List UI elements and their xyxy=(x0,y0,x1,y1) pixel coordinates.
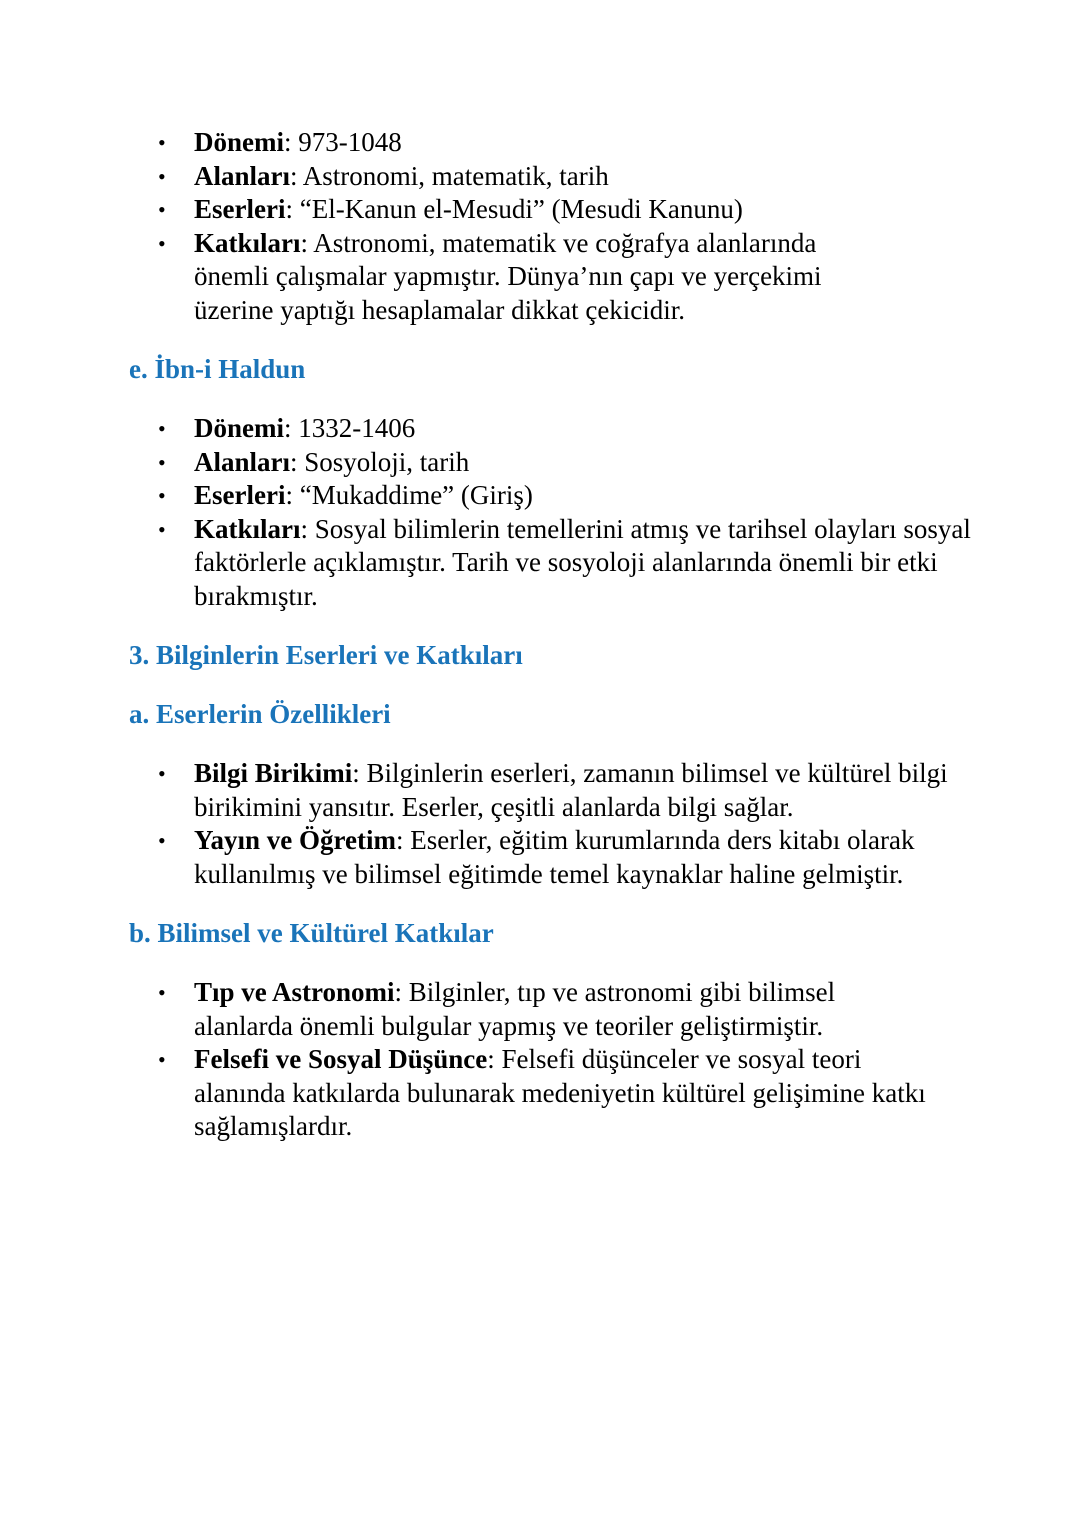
item-term: Dönemi xyxy=(194,413,284,443)
item-term: Katkıları xyxy=(194,227,301,258)
item-text: : Sosyoloji, tarih xyxy=(290,446,470,477)
item-text: : Sosyal bilimlerin temellerini atmış ve tarihsel olayları sosyal faktörlerle açıklamıştır. Tarih ve sosyoloji alanlarında önemli bir etki bırakmıştır. xyxy=(194,513,971,611)
list-item xyxy=(129,824,934,891)
bullet-icon: • xyxy=(158,980,166,1005)
item-text: : “Mukaddime” (Giriş) xyxy=(285,480,533,510)
section-heading-bilimsel-katkilar: b. Bilimsel ve Kültürel Katkılar xyxy=(129,918,494,948)
list-item xyxy=(129,227,894,328)
item-term: Bilgi Birikimi xyxy=(194,758,353,788)
list-item xyxy=(129,976,934,1043)
list-item xyxy=(129,757,984,824)
list-item xyxy=(129,193,954,227)
katkilar-list xyxy=(129,976,989,1144)
item-term: Katkıları xyxy=(194,513,301,544)
item-text: : Astronomi, matematik ve coğrafya alanlarında önemli çalışmalar yapmıştır. Dünya’nın çapı ve yerçekimi üzerine yaptığı hesaplamalar dikkat çekicidir. xyxy=(194,227,822,325)
bullet-icon: • xyxy=(158,761,166,786)
item-term: Alanları xyxy=(194,446,291,477)
item-text: : Bilginlerin eserleri, zamanın bilimsel ve kültürel bilgi birikimini yansıtır. Eserler, çeşitli alanlarda bilgi sağlar. xyxy=(194,758,948,822)
item-term: Yayın ve Öğretim xyxy=(194,825,396,855)
list-item xyxy=(129,513,994,614)
document-content xyxy=(129,126,989,1144)
bullet-icon: • xyxy=(158,828,166,853)
list-item xyxy=(129,446,954,480)
item-term: Felsefi ve Sosyal Düşünce xyxy=(194,1044,488,1074)
item-text: : Astronomi, matematik, tarih xyxy=(290,160,609,191)
section-heading-ibn-haldun: e. İbn-i Haldun xyxy=(129,354,306,384)
section-heading-bilginlerin-eserleri: 3. Bilginlerin Eserleri ve Katkıları xyxy=(129,640,523,670)
bullet-icon: • xyxy=(158,1047,166,1072)
list-item xyxy=(129,1043,934,1144)
item-text: : Eserler, eğitim kurumlarında ders kitabı olarak kullanılmış ve bilimsel eğitimde temel kaynaklar haline gelmiştir. xyxy=(194,825,915,889)
list-item xyxy=(129,412,954,446)
item-term: Tıp ve Astronomi xyxy=(194,977,395,1007)
ibn-haldun-list xyxy=(129,412,989,613)
item-term: Alanları xyxy=(194,160,291,191)
bullet-icon: • xyxy=(158,197,166,222)
item-term: Eserleri xyxy=(194,480,286,510)
list-item xyxy=(129,479,954,513)
bullet-icon: • xyxy=(158,449,166,475)
item-term: Dönemi xyxy=(194,127,284,157)
bullet-icon: • xyxy=(158,516,166,542)
item-text: : “El-Kanun el-Mesudi” (Mesudi Kanunu) xyxy=(285,194,743,224)
item-text: : 973-1048 xyxy=(284,127,402,157)
item-text: : 1332-1406 xyxy=(284,413,416,443)
bullet-icon: • xyxy=(158,130,166,155)
bullet-icon: • xyxy=(158,230,166,256)
section-heading-eserlerin-ozellikleri: a. Eserlerin Özellikleri xyxy=(129,699,391,729)
bullet-icon: • xyxy=(158,416,166,441)
list-item xyxy=(129,126,954,160)
item-term: Eserleri xyxy=(194,194,286,224)
item-text: : Felsefi düşünceler ve sosyal teori alanında katkılarda bulunarak medeniyetin kültürel gelişimine katkı sağlamışlardır. xyxy=(194,1044,926,1141)
eser-ozellikleri-list xyxy=(129,757,989,891)
item-text: : Bilginler, tıp ve astronomi gibi bilimsel alanlarda önemli bulgular yapmış ve teoriler geliştirmiştir. xyxy=(194,977,836,1041)
bullet-icon: • xyxy=(158,163,166,189)
list-item xyxy=(129,160,954,194)
bullet-icon: • xyxy=(158,483,166,508)
scholar-details-list xyxy=(129,126,989,327)
